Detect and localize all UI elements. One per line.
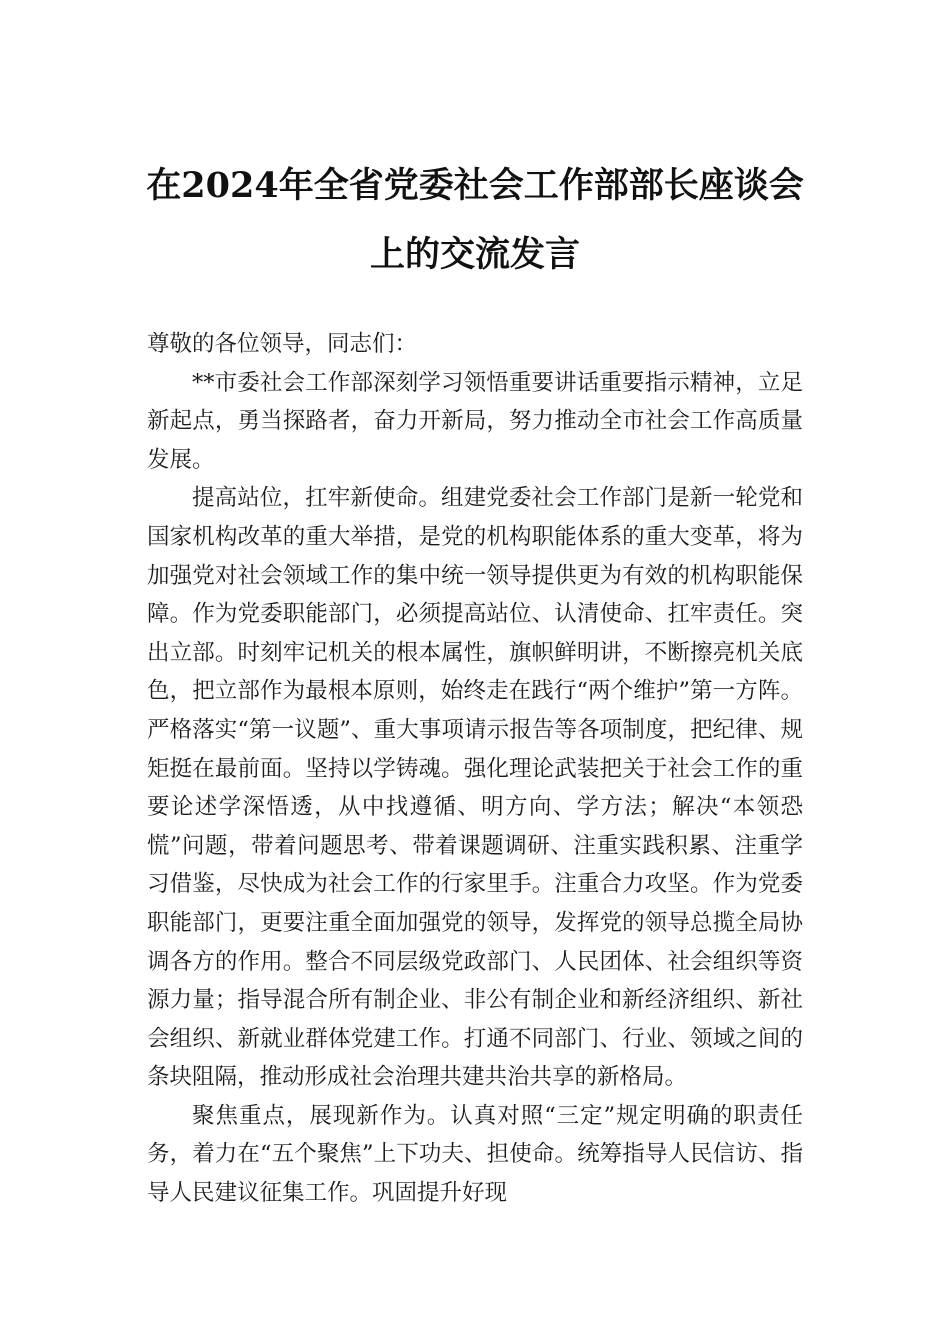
paragraph-intro: **市委社会工作部深刻学习领悟重要讲话重要指示精神，立足新起点，勇当探路者，奋力开新局，努力推动全市社会工作高质量发展。 — [147, 369, 803, 473]
document-title-line-2: 上的交流发言 — [369, 234, 580, 275]
document-title-line-1: 在2024年全省党委社会工作部部长座谈会 — [146, 165, 804, 206]
paragraph-mission: 提高站位，扛牢新使命。组建党委社会工作部门是新一轮党和国家机构改革的重大举措，是党的机构职能体系的重大变革，将为加强党对社会领域工作的集中统一领导提供更为有效的机构职能保障。作为党委职能部门，必须提高站位、认清使命、扛牢责任。突出立部。时刻牢记机关的根本属性，旗帜鲜明讲，不断擦亮机关底色，把立部作为最根本原则，始终走在践行“两个维护”第一方阵。严格落实“第一议题”、重大事项请示报告等各项制度，把纪律、规矩挺在最前面。坚持以学铸魂。强化理论武装把关于社会工作的重要论述学深悟透，从中找遵循、明方向、学方法；解决“本领恐慌”问题，带着问题思考、带着课题调研、注重实践积累、注重学习借鉴，尽快成为社会工作的行家里手。注重合力攻坚。作为党委职能部门，更要注重全面加强党的领导，发挥党的领导总揽全局协调各方的作用。整合不同层级党政部门、人民团体、社会组织等资源力量；指导混合所有制企业、非公有制企业和新经济组织、新社会组织、新就业群体党建工作。打通不同部门、行业、领域之间的条块阻隔，推动形成社会治理共建共治共享的新格局。 — [147, 485, 803, 1091]
document-body — [147, 325, 803, 1213]
paragraph-focus: 聚焦重点，展现新作为。认真对照“三定”规定明确的职责任务，着力在“五个聚焦”上下功夫、担使命。统筹指导人民信访、指导人民建议征集工作。巩固提升好现 — [147, 1102, 803, 1207]
salutation: 尊敬的各位领导，同志们： — [147, 331, 418, 357]
